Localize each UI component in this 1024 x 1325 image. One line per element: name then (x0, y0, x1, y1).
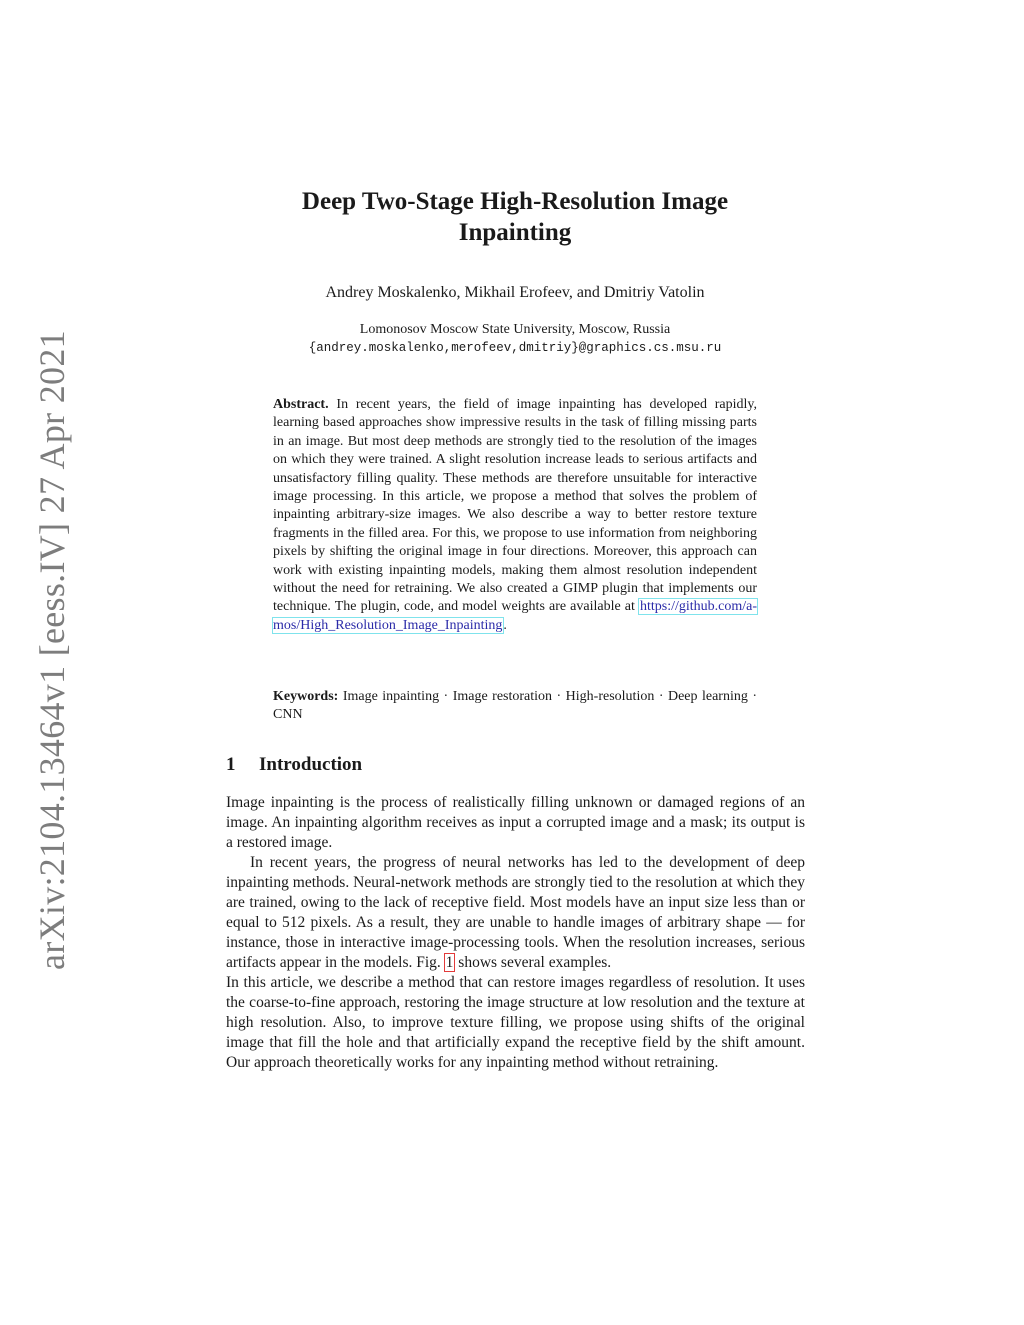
paragraph-1: Image inpainting is the process of realistically filling unknown or damaged regions of an image. An inpainting algorithm receives as input a corrupted image and a mask; its output is a restored image. (226, 794, 805, 851)
author-emails: {andrey.moskalenko,merofeev,dmitriy}@graphics.cs.msu.ru (308, 341, 722, 355)
section-number: 1 (226, 754, 236, 775)
paragraph-2-end: shows several examples. (458, 954, 612, 971)
title-line-2: Inpainting (458, 219, 572, 246)
abstract-label: Abstract. (273, 397, 329, 412)
arxiv-identifier-stamp: arXiv:2104.13464v1 [eess.IV] 27 Apr 2021 (32, 330, 72, 970)
abstract-end: . (503, 617, 507, 633)
abstract-text: In recent years, the field of image inpainting has developed rapidly, learning based approaches show impressive results in the task of filling missing parts in an image. But most deep methods are strongly tied to the resolution of the images on which they were trained. A slight resolution increase leads to serious artifacts and unsatisfactory filling quality. These methods are therefore unsuitable for interactive image processing. In this article, we propose a method that solves the problem of inpainting arbitrary-size images. We also describe a way to better restore texture fragments in the filled area. For this, we propose to use information from neighboring pixels by shifting the original image in four directions. Moreover, this approach can work with existing inpainting models, making them almost resolution independent without the need for retraining. We also created a GIMP plugin that implements our technique. The plugin, code, and model weights are available at (273, 397, 758, 615)
introduction-body (226, 793, 805, 1073)
title-line-1: Deep Two-Stage High-Resolution Image (301, 188, 729, 215)
paper-title (225, 186, 805, 248)
keywords-text: Image inpainting · Image restoration · High-resolution · Deep learning · CNN (273, 689, 758, 723)
github-link[interactable]: https://github.com/a-mos/High_Resolution_Image_Inpainting (273, 599, 758, 633)
authors: Andrey Moskalenko, Mikhail Erofeev, and Dmitriy Vatolin (325, 284, 705, 301)
abstract (273, 396, 757, 635)
keywords (273, 688, 757, 725)
affiliation-block (225, 320, 805, 358)
affiliation: Lomonosov Moscow State University, Moscow, Russia (359, 322, 671, 337)
figure-reference-link[interactable]: 1 (445, 954, 454, 971)
paragraph-2 (226, 853, 805, 973)
section-heading (226, 754, 362, 776)
paragraph-2-text: In recent years, the progress of neural networks has led to the development of deep inpainting methods. Neural-network methods are strongly tied to the resolution at which they are trained, owing to the lack of receptive field. Most models have an input size less than or equal to 512 pixels. As a result, they are unable to handle images of arbitrary shape — for instance, those in interactive image-processing tools. When the resolution increases, serious artifacts appear in the models. Fig. (226, 854, 805, 971)
paragraph-3: In this article, we describe a method that can restore images regardless of resolution. It uses the coarse-to-fine approach, restoring the image structure at low resolution and the texture at high resolution. Also, to improve texture filling, we propose using shifts of the original image that fill the hole and that artificially expand the receptive field by the shift amount. Our approach theoretically works for any inpainting method without retraining. (226, 974, 805, 1071)
keywords-label: Keywords: (273, 689, 339, 704)
section-title: Introduction (259, 754, 363, 775)
